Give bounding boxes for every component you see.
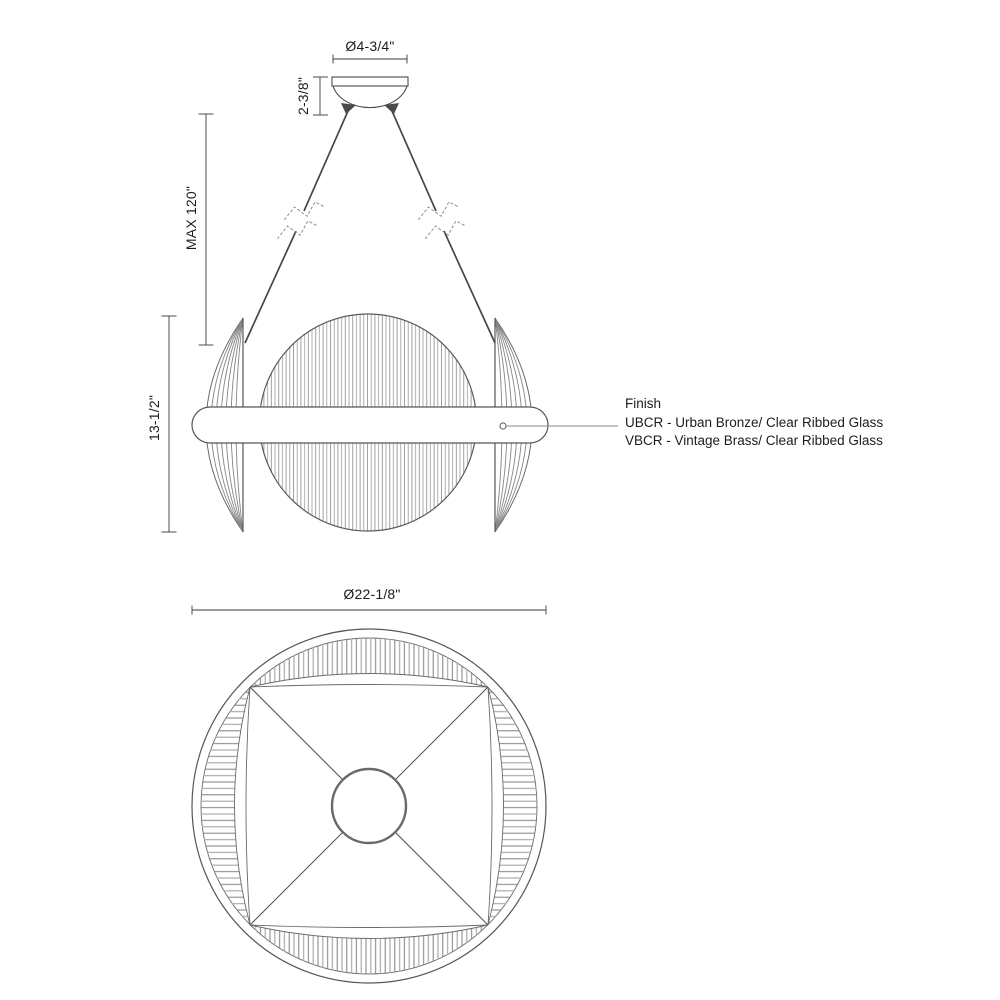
ceiling-canopy <box>332 77 408 114</box>
cable-right-upper <box>392 111 436 211</box>
cable-right-lower <box>444 231 495 343</box>
bottom-view <box>192 586 546 983</box>
bottom-diameter-label: Ø22-1/8" <box>343 586 401 602</box>
canopy-plate <box>332 77 408 86</box>
dim-bottom-diameter <box>192 586 546 615</box>
finish-callout <box>507 396 883 448</box>
finish-option-ubcr: UBCR - Urban Bronze/ Clear Ribbed Glass <box>625 415 884 430</box>
finish-option-vbcr: VBCR - Vintage Brass/ Clear Ribbed Glass <box>625 433 883 448</box>
finish-heading: Finish <box>625 396 662 411</box>
cable-left-upper <box>304 111 348 211</box>
dim-body-height <box>146 316 177 532</box>
dim-canopy-height <box>295 77 328 115</box>
max-drop-label: MAX 120" <box>183 185 199 251</box>
break-mark-icon <box>423 219 467 241</box>
break-mark-icon <box>275 219 319 241</box>
cable-left-lower <box>245 231 296 343</box>
break-mark-icon <box>282 200 326 222</box>
body-height-label: 13-1/2" <box>146 394 162 442</box>
dim-max-drop <box>183 114 214 345</box>
break-mark-icon <box>416 200 460 222</box>
screw-detail <box>500 423 506 429</box>
side-view <box>146 38 883 534</box>
frame-bar <box>192 407 548 443</box>
suspension-cables <box>245 111 495 343</box>
cable-break-marks <box>275 200 467 241</box>
canopy-diameter-label: Ø4-3/4" <box>345 38 395 54</box>
canopy-height-label: 2-3/8" <box>295 76 311 116</box>
center-hub <box>332 769 406 843</box>
dim-canopy-diameter <box>333 38 407 64</box>
